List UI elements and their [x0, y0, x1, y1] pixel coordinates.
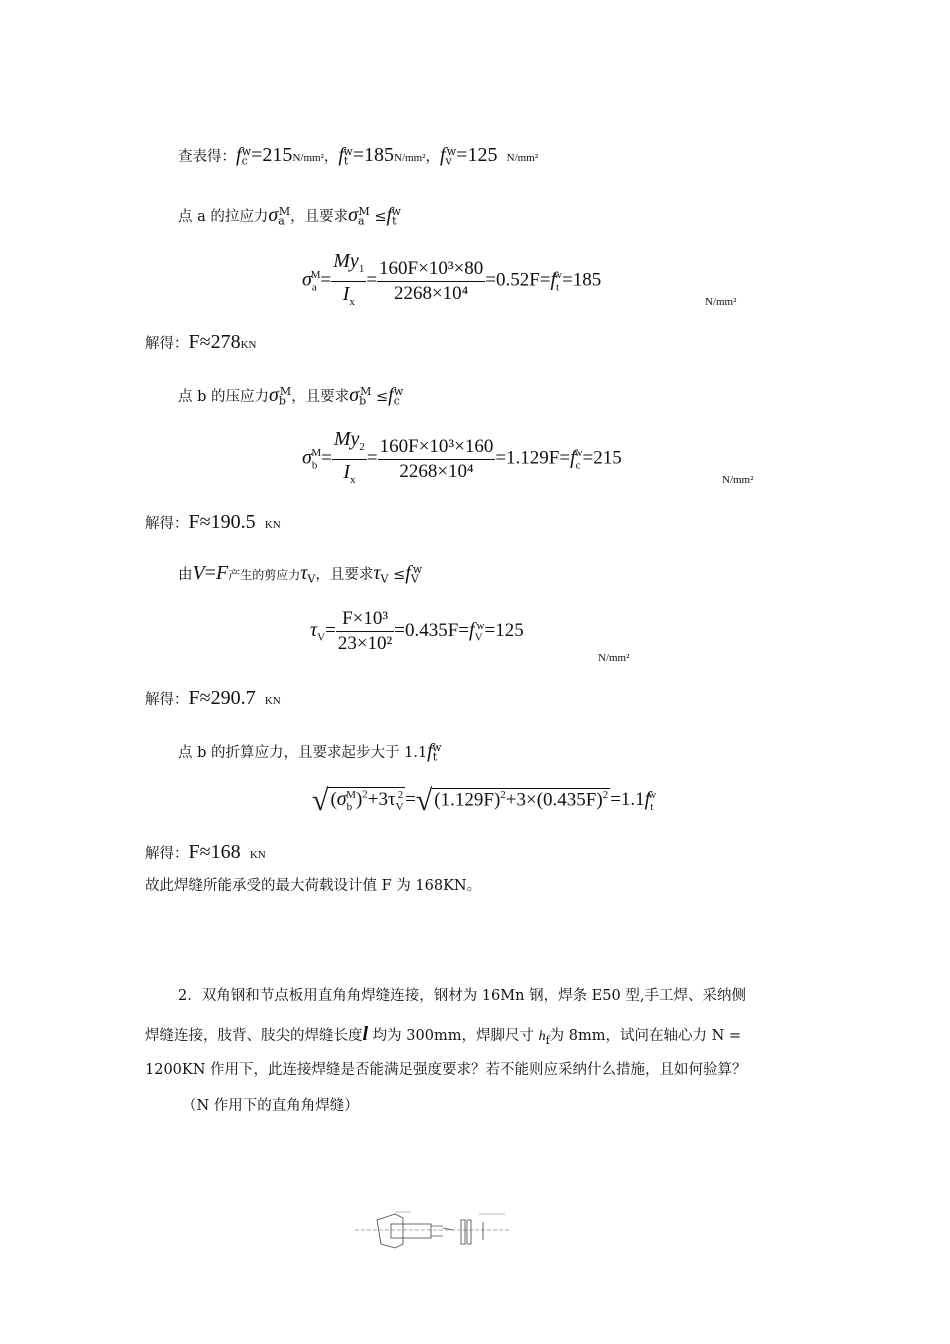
eq2-denominator: 2268×10⁴ — [399, 460, 474, 482]
fc-value: =215 — [251, 143, 293, 166]
sol2-unit: KN — [264, 519, 281, 531]
problem2-line2b: 均为 300mm，焊脚尺寸 — [372, 1028, 534, 1044]
weld-connection-figure — [355, 1208, 515, 1260]
problem2-line1: 2．双角钢和节点板用直角角焊缝连接，钢材为 16Mn 钢，焊条 E50 型,手工焊、采纳侧 — [178, 988, 746, 1004]
ft-value: =185 — [352, 143, 395, 166]
equation-4: √ $(\sigma_b^M)^2+3\tau_V^2$ =√ $(1.129F)^2+3\times(0.435F)^2 =1.1f_t^w$ — [312, 784, 657, 817]
problem2-line4: （N 作用下的直角角焊缝） — [182, 1098, 359, 1114]
problem2-line2c: 为 8mm，试问在轴心力 N = — [549, 1028, 742, 1044]
equation-1: $\sigma_a^M=$ $\frac{My_1}{I_x}$ = $\frac{\text{160F×10³×80}}{\text{2268×10⁴}}$ $=0.52F=f_t^w=185$ — [302, 250, 602, 308]
eq3-unit: N/mm² — [598, 652, 630, 664]
eq4-b: +3× — [505, 789, 537, 810]
solve-label-1: 解得： — [145, 336, 189, 352]
shear-text1: 由 — [178, 566, 193, 583]
sol1-unit: KN — [240, 339, 257, 351]
equation-3: $\tau_V=$ $\frac{\text{F×10³}}{\text{23×10²}}$ $=0.435F=f_V^w=125$ — [310, 608, 524, 654]
point-b-text2: ，且要求 — [291, 388, 350, 405]
shear-line: 由V=F产生的剪应力$\tau_V$，且要求$\tau_V \le f_V^w$ — [178, 561, 423, 586]
eq2-numerator: 160F×10³×160 — [378, 436, 496, 460]
point-b-text1: 点 b 的压应力 — [178, 388, 269, 405]
eq1-unit: N/mm² — [705, 296, 737, 308]
eq4-mid: +3τ — [367, 789, 396, 810]
table-lookup-prefix: 查表得： — [178, 148, 236, 165]
solution-1 — [145, 332, 257, 355]
shear-text3: ，且要求 — [315, 566, 374, 583]
point-a-text1: 点 a 的拉应力 — [178, 208, 269, 225]
problem2-line3: 1200KN 作用下，此连接焊缝是否能满足强度要求？若不能则应采纳什么措施，且如何验算？ — [145, 1062, 747, 1078]
eq1-value: =185 — [562, 269, 602, 291]
reduced-text: 点 b 的折算应力，且要求起步大于 1.1 — [178, 744, 428, 761]
sol3-value: F≈290.7 — [188, 687, 256, 709]
eq4-c: 0.435F — [543, 789, 597, 810]
problem2-line2: 焊缝连接，肢背、肢尖的焊缝长度l 均为 300mm，焊脚尺寸 $h_f$为 8mm，试问在轴心力 N = — [145, 1023, 742, 1047]
sol1-value: F≈278 — [188, 331, 241, 353]
solve-label-4: 解得： — [145, 846, 189, 862]
problem2-line2a: 焊缝连接，肢背、肢尖的焊缝长度 — [145, 1028, 363, 1044]
conclusion: 故此焊缝所能承受的最大荷载设计值 F 为 168KN。 — [145, 878, 482, 894]
eq4-a: 1.129F — [440, 789, 494, 810]
sol3-unit: KN — [264, 695, 281, 707]
eq2-value: =215 — [582, 447, 622, 469]
solution-2 — [145, 512, 281, 535]
unit-1: N/mm² — [292, 151, 324, 164]
sol4-unit: KN — [249, 849, 266, 861]
table-lookup-line: 查表得：$f_c^w=215N$/mm²，$f_t^w=185N$/mm²，$f_v^w=125$ N/mm² — [178, 143, 539, 168]
solution-4 — [145, 842, 266, 865]
eq1-numerator: 160F×10³×80 — [377, 258, 485, 282]
eq4-eq: = — [405, 789, 416, 810]
sol2-value: F≈190.5 — [188, 511, 256, 533]
unit-2: N/mm² — [394, 151, 426, 164]
solution-3 — [145, 688, 281, 711]
eq3-numerator: F×10³ — [336, 608, 394, 632]
fv-value: =125 — [456, 143, 498, 166]
eq3-value: =125 — [484, 619, 524, 641]
eq3-rhs: =0.435F= — [394, 619, 470, 641]
point-a-line: 点 a 的拉应力$\sigma_a^M$，且要求$\sigma_a^M \le f_t^w$ — [178, 203, 401, 228]
point-b-line: 点 b 的压应力$\sigma_b^M$，且要求$\sigma_b^M \le f_c^w$ — [178, 383, 404, 408]
eq3-denominator: 23×10² — [337, 633, 393, 654]
eq2-rhs: =1.129F= — [495, 447, 571, 469]
sol4-value: F≈168 — [188, 841, 241, 863]
eq1-rhs: =0.52F= — [485, 269, 551, 291]
eq1-denominator: 2268×10⁴ — [393, 282, 469, 304]
reduced-stress-line: 点 b 的折算应力，且要求起步大于 $1.1f_t^w$ — [178, 739, 442, 764]
shear-text2: 产生的剪应力 — [228, 567, 301, 582]
eq2-unit: N/mm² — [722, 474, 754, 486]
solve-label-2: 解得： — [145, 516, 189, 532]
unit-3: N/mm² — [506, 151, 539, 164]
solve-label-3: 解得： — [145, 692, 189, 708]
eq4-rhs: =1.1 — [610, 789, 645, 810]
equation-2: $\sigma_b^M=$ $\frac{My_2}{I_x}$ = $\frac{\text{160F×10³×160}}{\text{2268×10⁴}}$ $=1.129F=f_c^w=215$ — [302, 428, 622, 486]
point-a-text2: ，且要求 — [290, 208, 349, 225]
